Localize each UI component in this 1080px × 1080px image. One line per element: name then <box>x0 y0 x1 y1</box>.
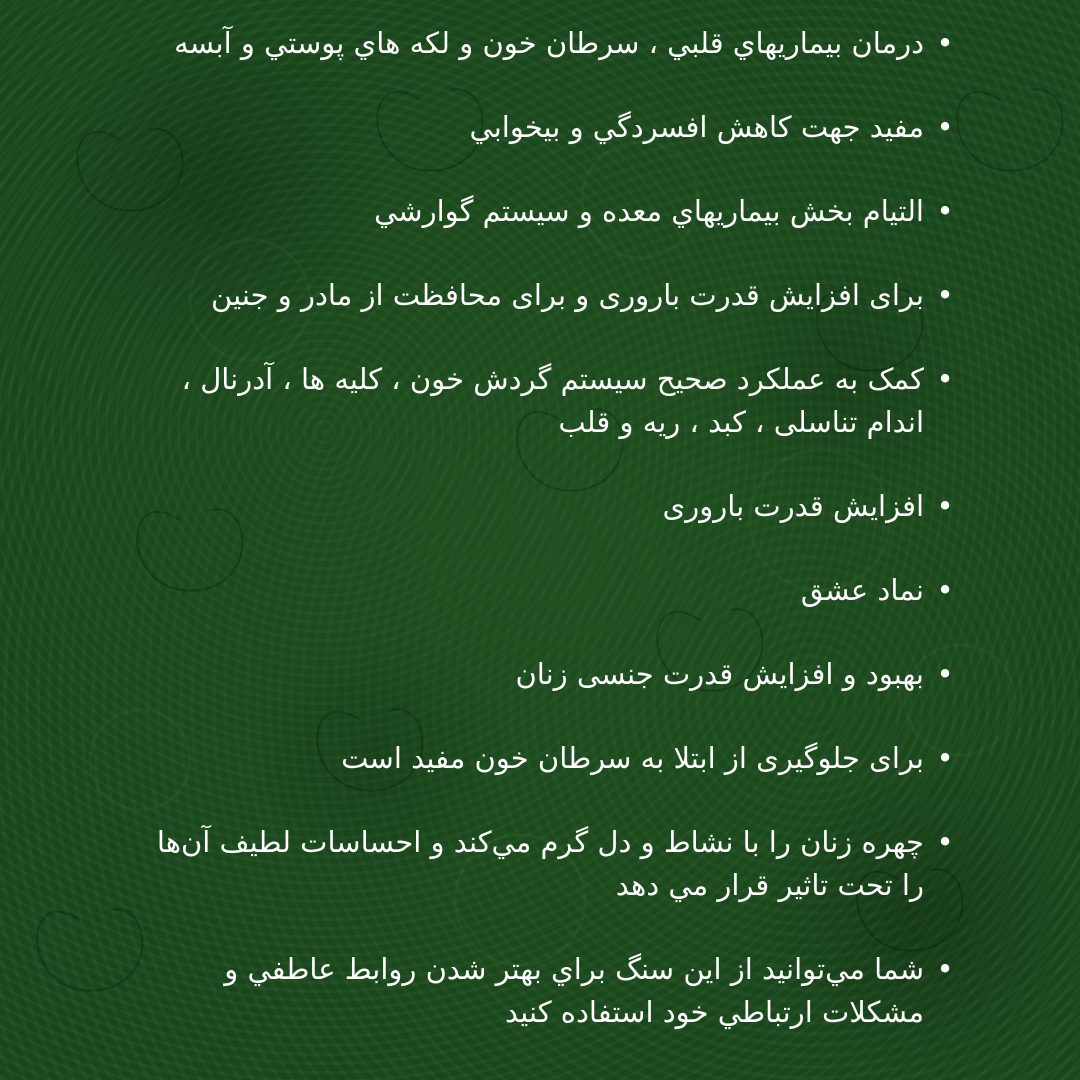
list-item <box>134 485 954 528</box>
list-item <box>134 821 954 907</box>
bullet-icon: • <box>936 362 954 396</box>
benefits-list <box>134 22 954 1075</box>
list-item-text: بهبود و افزایش قدرت جنسی زنان <box>515 657 924 691</box>
list-item <box>134 22 954 65</box>
bullet-icon: • <box>936 278 954 312</box>
list-item-text: چهره زنان را با نشاط و دل گرم مي‌كند و احساسات لطيف آن‌ها را تحت تاثير قرار مي دهد <box>156 825 924 902</box>
list-item-text: درمان بيماريهاي قلبي ، سرطان خون و لكه هاي پوستي و آبسه <box>174 26 924 60</box>
list-item <box>134 653 954 696</box>
list-item <box>134 106 954 149</box>
bullet-icon: • <box>936 825 954 859</box>
list-item-text: نماد عشق <box>800 573 924 607</box>
bullet-icon: • <box>936 741 954 775</box>
bullet-icon: • <box>936 194 954 228</box>
list-item <box>134 358 954 444</box>
bullet-icon: • <box>936 952 954 986</box>
list-item <box>134 190 954 233</box>
list-item-text: کمک به عملکرد صحیح سیستم گردش خون ، کلیه ها ، آدرنال ، اندام تناسلی ، کبد ، ریه و قلب <box>181 362 924 439</box>
list-item <box>134 569 954 612</box>
list-item-text: برای جلوگیری از ابتلا به سرطان خون مفید است <box>341 741 924 775</box>
bullet-icon: • <box>936 489 954 523</box>
list-item-text: برای افزایش قدرت باروری و برای محافظت از مادر و جنین <box>211 278 924 312</box>
list-item-text: شما مي‌توانيد از اين سنگ براي بهتر شدن روابط عاطفي و مشكلات ارتباطي خود استفاده كنيد <box>224 952 924 1029</box>
list-item-text: التيام بخش بيماريهاي معده و سيستم گوارشي <box>374 194 924 228</box>
bullet-icon: • <box>936 657 954 691</box>
bullet-icon: • <box>936 26 954 60</box>
list-item-text: افزایش قدرت باروری <box>662 489 924 523</box>
list-item <box>134 948 954 1034</box>
list-item <box>134 274 954 317</box>
list-item <box>134 737 954 780</box>
list-item-text: مفيد جهت كاهش افسردگي و بيخوابي <box>469 110 924 144</box>
bullet-icon: • <box>936 110 954 144</box>
bullet-icon: • <box>936 573 954 607</box>
